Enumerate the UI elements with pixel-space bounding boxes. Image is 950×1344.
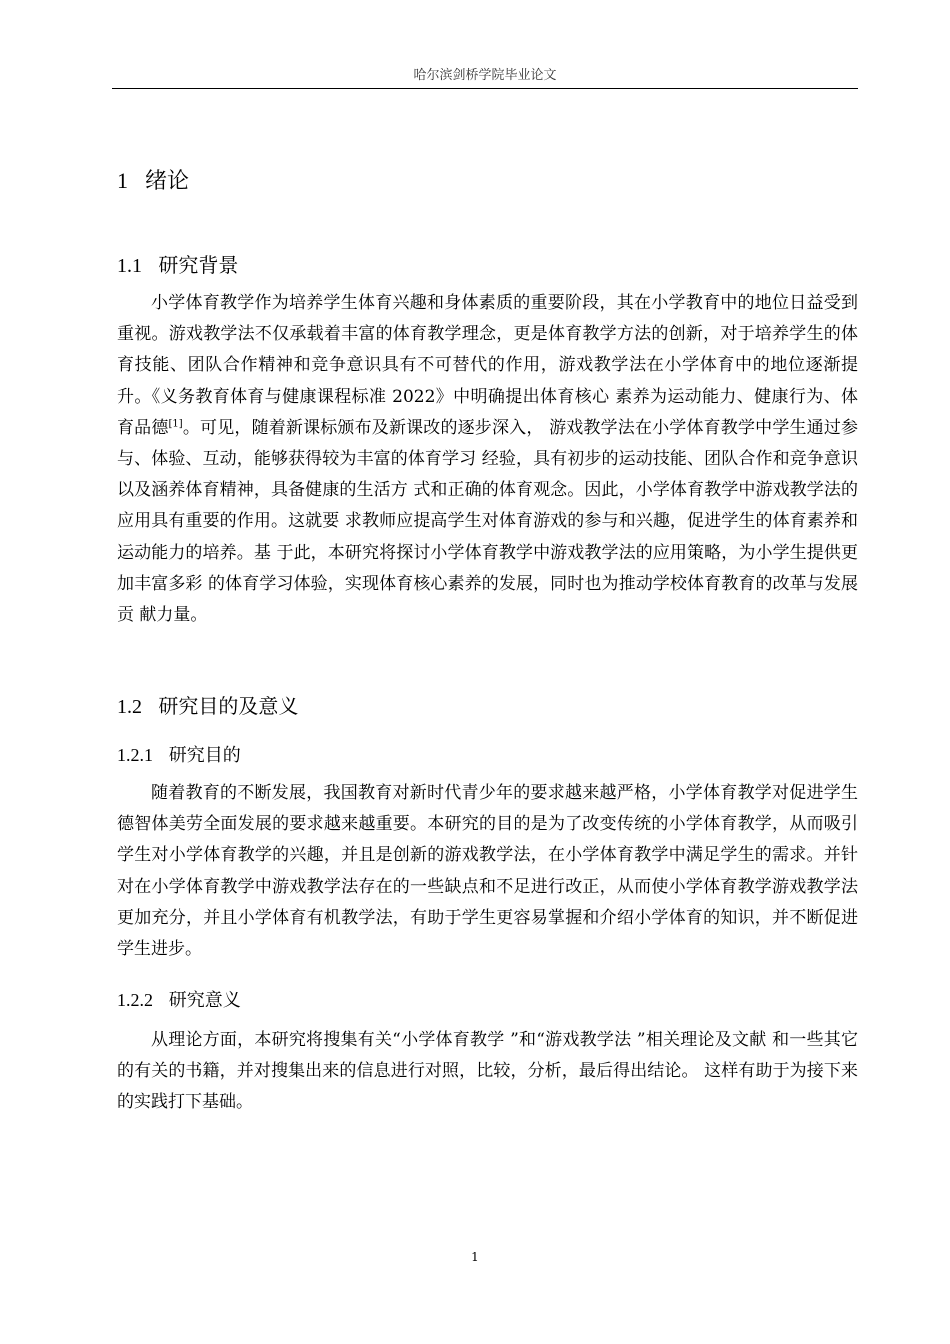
- background-text-b: 。可见，随着新课标颁布及新课改的逐步深入， 游戏教学法在小学体育教学中学生通过参与、体验、互动，能够获得较为丰富的体育学习 经验，具有初步的运动技能、团队合作和竞争意识以及涵养体育精神，具备健康的生活方 式和正确的体育观念。因此，小学体育教学中游戏教学法的应用具有重要的作用。这就要 求教师应提高学生对体育游戏的参与和兴趣，促进学生的体育素养和运动能力的培养。基 于此，本研究将探讨小学体育教学中游戏教学法的应用策略，为小学生提供更加丰富多彩 的体育学习体验，实现体育核心素养的发展，同时也为推动学校体育教育的改革与发展贡 献力量。: [117, 417, 859, 626]
- background-paragraph: [117, 288, 858, 631]
- chapter-title: 绪论: [145, 169, 190, 194]
- subsection-number: 1.2.2: [117, 990, 153, 1010]
- section-number: 1.2: [117, 696, 142, 718]
- chapter-number: 1: [117, 168, 128, 193]
- background-text-a: 小学体育教学作为培养学生体育兴趣和身体素质的重要阶段，其在小学教育中的地位日益受到重视。游戏教学法不仅承载着丰富的体育教学理念，更是体育教学方法的创新，对于培养学生的体育技能、团队合作精神和竞争意识具有不可替代的作用，游戏教学法在小学体育中的地位逐渐提升。《义务教育体育与健康课程标准 2022》中明确提出体育核心 素养为运动能力、健康行为、体育品德: [117, 293, 858, 438]
- citation-marker: [1]: [168, 418, 183, 430]
- page-number: 1: [471, 1250, 479, 1264]
- purpose-paragraph: 随着教育的不断发展，我国教育对新时代青少年的要求越来越严格，小学体育教学对促进学生德智体美劳全面发展的要求越来越重要。本研究的目的是为了改变传统的小学体育教学，从而吸引学生对小学体育教学的兴趣，并且是创新的游戏教学法，在小学体育教学中满足学生的需求。并针对在小学体育教学中游戏教学法存在的一些缺点和不足进行改正，从而使小学体育教学游戏教学法更加充分，并且小学体育有机教学法，有助于学生更容易掌握和介绍小学体育的知识，并不断促进学生进步。: [117, 783, 858, 960]
- running-header: 哈尔滨剑桥学院毕业论文: [413, 68, 557, 83]
- header-divider: [112, 88, 858, 89]
- section-title: 研究目的及意义: [158, 694, 299, 718]
- subsection-heading-1-2-2: [117, 986, 241, 1012]
- section-title: 研究背景: [158, 253, 239, 277]
- significance-paragraph: 从理论方面，本研究将搜集有关“小学体育教学 ”和“游戏教学法 ”相关理论及文献 和一些其它的有关的书籍，并对搜集出来的信息进行对照，比较，分析，最后得出结论。 这样有助于为接下来的实践打下基础。: [117, 1030, 858, 1113]
- section-number: 1.1: [117, 255, 142, 277]
- subsection-title: 研究意义: [168, 990, 241, 1011]
- section-heading-1-2: [117, 690, 298, 719]
- chapter-heading: [117, 164, 189, 195]
- subsection-heading-1-2-1: [117, 741, 241, 767]
- section-heading-1-1: [117, 249, 238, 278]
- subsection-number: 1.2.1: [117, 745, 153, 765]
- subsection-title: 研究目的: [168, 745, 241, 766]
